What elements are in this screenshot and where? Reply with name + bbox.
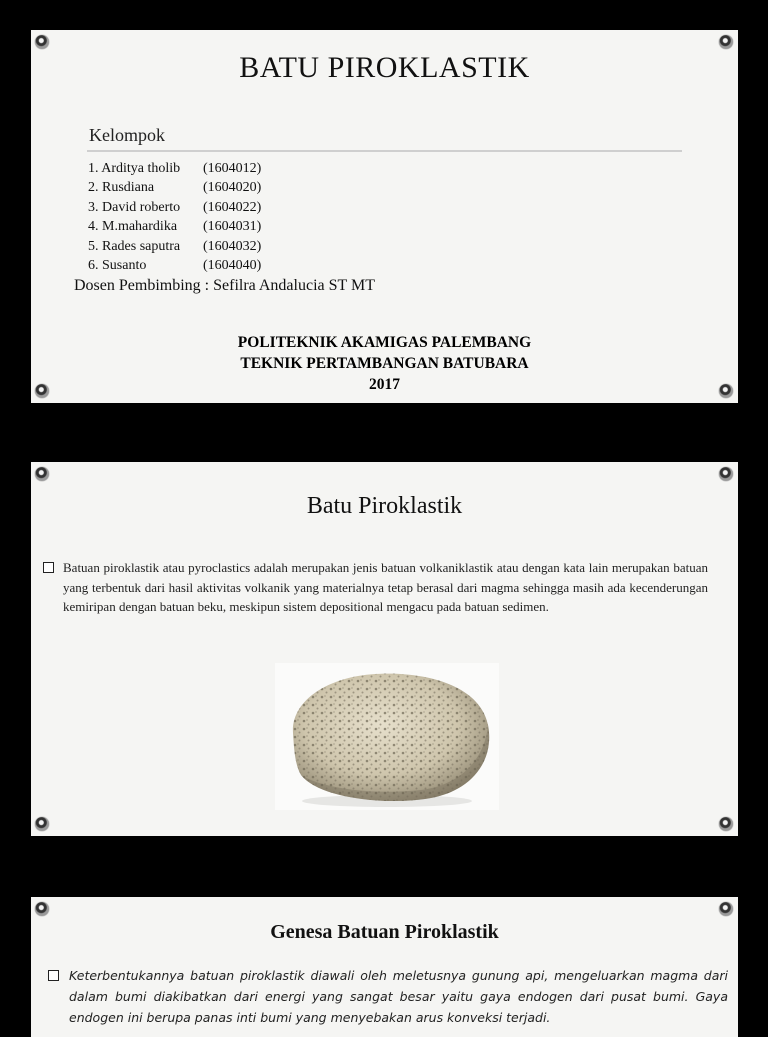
slide-heading: Batu Piroklastik: [306, 493, 463, 519]
year-text: 2017: [369, 376, 400, 393]
checkbox-bullet-icon: [43, 562, 54, 573]
member-id: (1604012): [203, 161, 262, 176]
definition-paragraph: Batuan piroklastik atau pyroclastics adalah merupakan jenis batuan volkaniklastik atau dengan kata lain merupakan batuan yang terbentuk dari hasil aktivitas volkanik yang materialnya tetap berasal dari magma sehingga masih ada kecenderungan kemiripan dengan batuan beku, meskipun sistem depositional mengacu pada batuan sedimen.: [63, 560, 708, 614]
member-name: 2. Rusdiana: [88, 180, 155, 196]
rivet-icon: [719, 817, 733, 831]
list-item: [88, 237, 261, 256]
rivet-icon: [35, 467, 49, 481]
list-item: [88, 198, 261, 217]
genesis-paragraph: Keterbentukannya batuan piroklastik diawali oleh meletusnya gunung api, mengeluarkan magma dari dalam bumi diakibatkan dari energi yang sangat besar yaitu gaya endogen dari pusat bumi. Gaya endogen ini berupa panas inti bumi yang menyebakan arus konveksi terjadi.: [69, 968, 728, 1025]
rivet-icon: [35, 817, 49, 831]
member-name: 1. Arditya tholib: [88, 161, 181, 176]
member-name: 4. M.mahardika: [88, 219, 178, 235]
member-name: 5. Rades saputra: [88, 238, 181, 254]
member-id: (1604020): [203, 180, 262, 196]
member-id: (1604031): [203, 219, 262, 235]
stone-illustration: [275, 663, 499, 810]
member-name: 3. David roberto: [88, 199, 181, 215]
kelompok-label: Kelompok: [89, 125, 165, 145]
list-item: [88, 178, 261, 197]
member-name: 6. Susanto: [88, 258, 147, 274]
member-id: (1604022): [203, 199, 262, 215]
list-item: [88, 159, 261, 178]
member-id: (1604032): [203, 238, 262, 254]
supervisor-text: Dosen Pembimbing : Sefilra Andalucia ST MT: [74, 277, 376, 294]
checkbox-bullet-icon: [48, 970, 59, 981]
slide-heading: Genesa Batuan Piroklastik: [270, 921, 499, 943]
institution-block: [31, 332, 738, 395]
list-item: [88, 217, 261, 236]
member-list: [88, 159, 261, 275]
slide-definition: [31, 462, 738, 836]
rivet-icon: [35, 35, 49, 49]
pumice-stone-image: [275, 663, 499, 810]
divider: [87, 150, 682, 152]
rivet-icon: [719, 902, 733, 916]
institution-name: POLITEKNIK AKAMIGAS PALEMBANG: [237, 334, 532, 351]
slide-genesis: [31, 897, 738, 1037]
slide-title: [31, 30, 738, 403]
rivet-icon: [719, 35, 733, 49]
member-id: (1604040): [203, 258, 262, 274]
list-item: [88, 256, 261, 275]
department-name: TEKNIK PERTAMBANGAN BATUBARA: [240, 355, 529, 372]
rivet-icon: [35, 902, 49, 916]
rivet-icon: [719, 467, 733, 481]
slide-title-heading: BATU PIROKLASTIK: [239, 51, 530, 84]
